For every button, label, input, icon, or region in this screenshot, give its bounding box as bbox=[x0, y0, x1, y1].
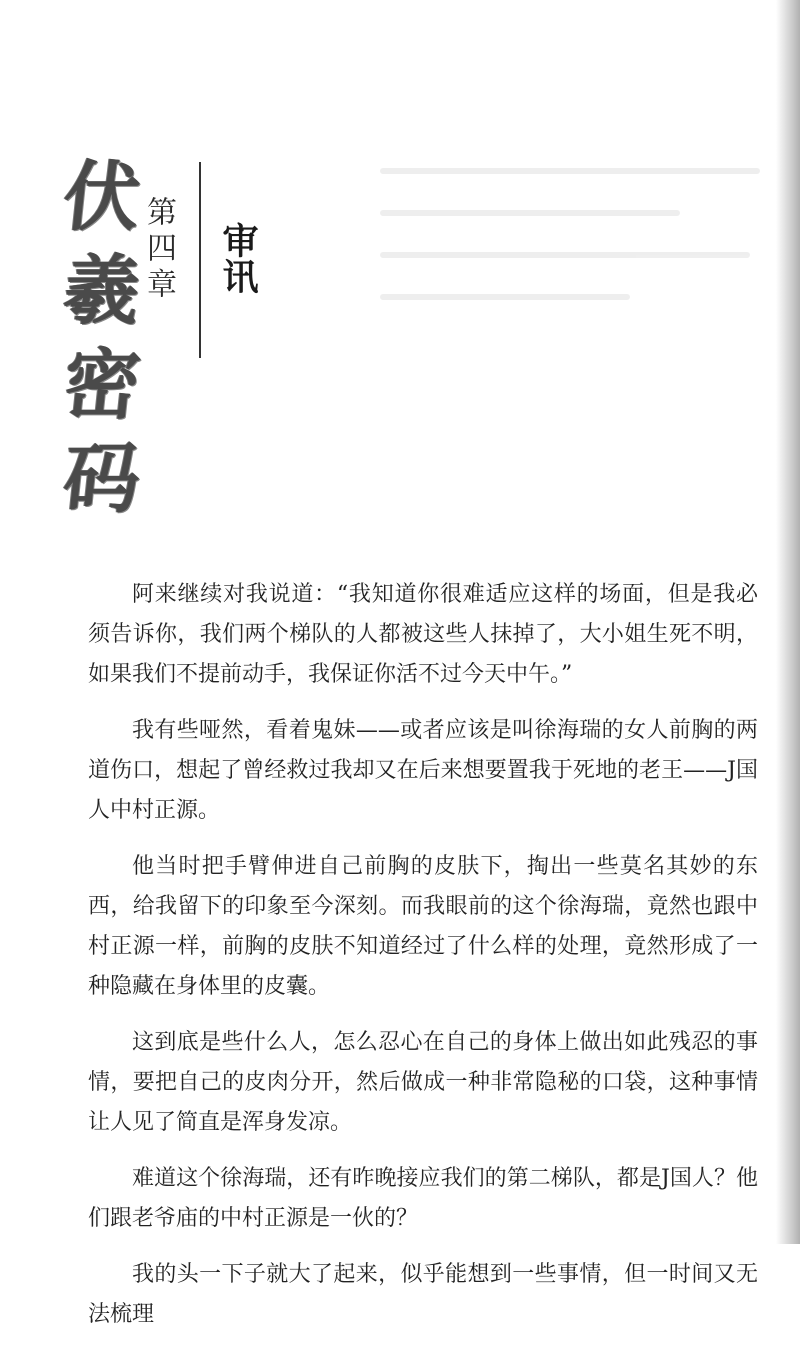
book-title-char: 密 bbox=[59, 340, 145, 429]
paragraph: 阿来继续对我说道：“我知道你很难适应这样的场面，但是我必须告诉你，我们两个梯队的人都被这些人抹掉了，大小姐生死不明，如果我们不提前动手，我保证你活不过今天中午。” bbox=[88, 582, 758, 687]
chapter-number: 第四章 bbox=[141, 196, 176, 304]
book-title-char: 羲 bbox=[59, 246, 145, 335]
book-title-calligraphy bbox=[59, 150, 145, 526]
chapter-title: 审讯 bbox=[217, 222, 258, 294]
bleed-through-text bbox=[380, 168, 770, 336]
book-title-char: 码 bbox=[59, 434, 145, 523]
book-title-char: 伏 bbox=[59, 152, 145, 241]
paragraph: 难道这个徐海瑞，还有昨晚接应我们的第二梯队，都是J国人？他们跟老爷庙的中村正源是一伙的？ bbox=[88, 1166, 758, 1231]
chapter-divider bbox=[199, 162, 201, 358]
paragraph: 他当时把手臂伸进自己前胸的皮肤下，掏出一些莫名其妙的东西，给我留下的印象至今深刻。而我眼前的这个徐海瑞，竟然也跟中村正源一样，前胸的皮肤不知道经过了什么样的处理，竟然形成了一种隐藏在身体里的皮囊。 bbox=[88, 854, 758, 999]
paragraph: 我的头一下子就大了起来，似乎能想到一些事情，但一时间又无法梳理 bbox=[88, 1262, 758, 1327]
body-text bbox=[88, 575, 758, 1351]
paragraph: 这到底是些什么人，怎么忍心在自己的身体上做出如此残忍的事情，要把自己的皮肉分开，然后做成一种非常隐秘的口袋，这种事情让人见了简直是浑身发凉。 bbox=[88, 1030, 758, 1135]
paragraph: 我有些哑然，看着鬼妹——或者应该是叫徐海瑞的女人前胸的两道伤口，想起了曾经救过我却又在后来想要置我于死地的老王——J国人中村正源。 bbox=[88, 718, 758, 823]
page-edge-shadow bbox=[776, 0, 800, 1244]
